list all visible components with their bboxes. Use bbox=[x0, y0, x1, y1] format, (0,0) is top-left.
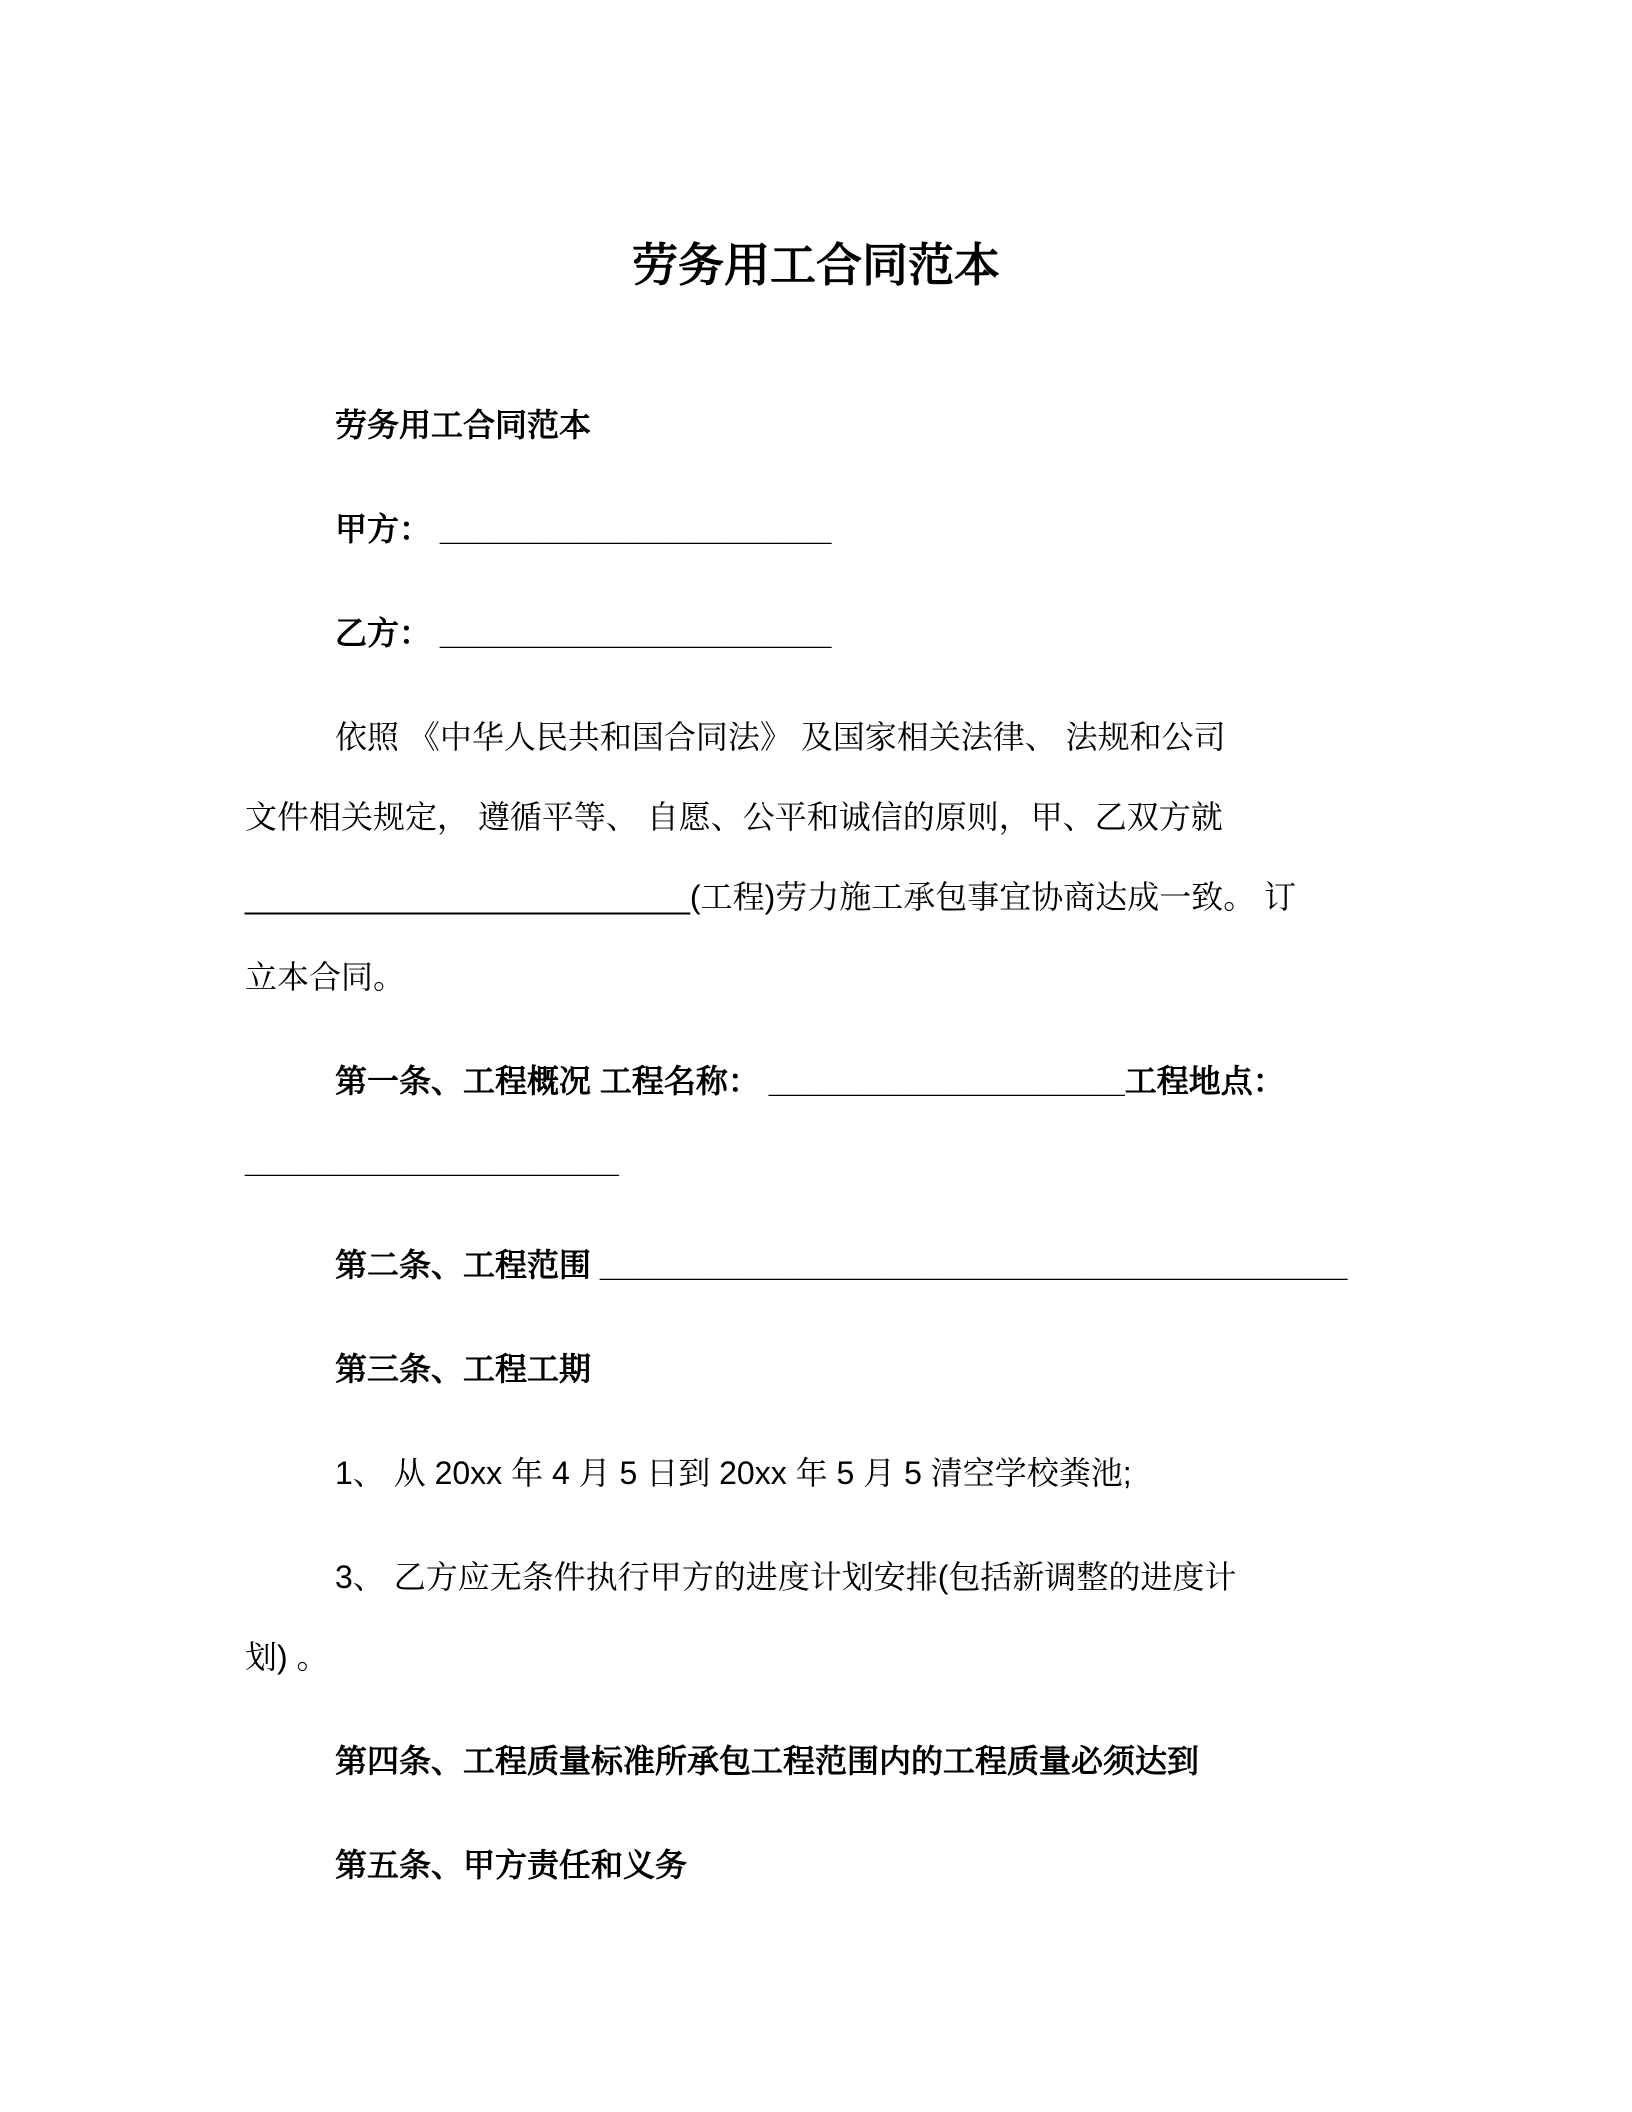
document-title: 劳务用工合同范本 bbox=[632, 239, 1000, 291]
party-b-blank-line: 乙方： ______________________ bbox=[335, 615, 832, 651]
text-line: 文件相关规定， 遵循平等、 自愿、公平和诚信的原则，甲、乙双方就 bbox=[245, 799, 1223, 835]
article-3-heading-line: 第三条、工程工期 bbox=[335, 1351, 592, 1387]
text-line: 依照 《中华人民共和国合同法》 及国家相关法律、 法规和公司 bbox=[335, 719, 1226, 755]
paragraph-article-2 bbox=[245, 1225, 1387, 1305]
paragraph-clause-1 bbox=[245, 1433, 1387, 1513]
text-line: 3、 乙方应无条件执行甲方的进度计划安排(包括新调整的进度计 bbox=[335, 1559, 1237, 1595]
article-4-heading-line: 第四条、工程质量标准所承包工程范围内的工程质量必须达到 bbox=[335, 1743, 1200, 1779]
paragraph-party-b bbox=[245, 593, 1387, 673]
text-line: _________________________(工程)劳力施工承包事宜协商达成一致。 订 bbox=[245, 879, 1297, 915]
article-2-heading-line: 第二条、工程范围 __________________________________________ bbox=[335, 1247, 1348, 1283]
paragraph-article-5 bbox=[245, 1825, 1387, 1905]
paragraph-clause-3 bbox=[245, 1537, 1387, 1697]
text-line: 划) 。 bbox=[245, 1639, 329, 1675]
paragraph-party-a bbox=[245, 489, 1387, 569]
text-line: 劳务用工合同范本 bbox=[335, 407, 592, 443]
article-1-heading-line: 第一条、工程概况 工程名称： ____________________工程地点： bbox=[335, 1063, 1285, 1099]
party-a-blank-line: 甲方： ______________________ bbox=[335, 511, 832, 547]
text-line: 立本合同。 bbox=[245, 959, 406, 995]
article-1-blank-line: _____________________ bbox=[245, 1143, 619, 1179]
article-5-heading-line: 第五条、甲方责任和义务 bbox=[335, 1847, 688, 1883]
text-line: 1、 从 20xx 年 4 月 5 日到 20xx 年 5 月 5 清空学校粪池; bbox=[335, 1455, 1132, 1491]
paragraph-article-1 bbox=[245, 1041, 1387, 1201]
paragraph-preamble bbox=[245, 697, 1387, 1017]
paragraph-subtitle bbox=[245, 385, 1387, 465]
paragraph-article-4 bbox=[245, 1721, 1387, 1801]
paragraph-article-3 bbox=[245, 1329, 1387, 1409]
